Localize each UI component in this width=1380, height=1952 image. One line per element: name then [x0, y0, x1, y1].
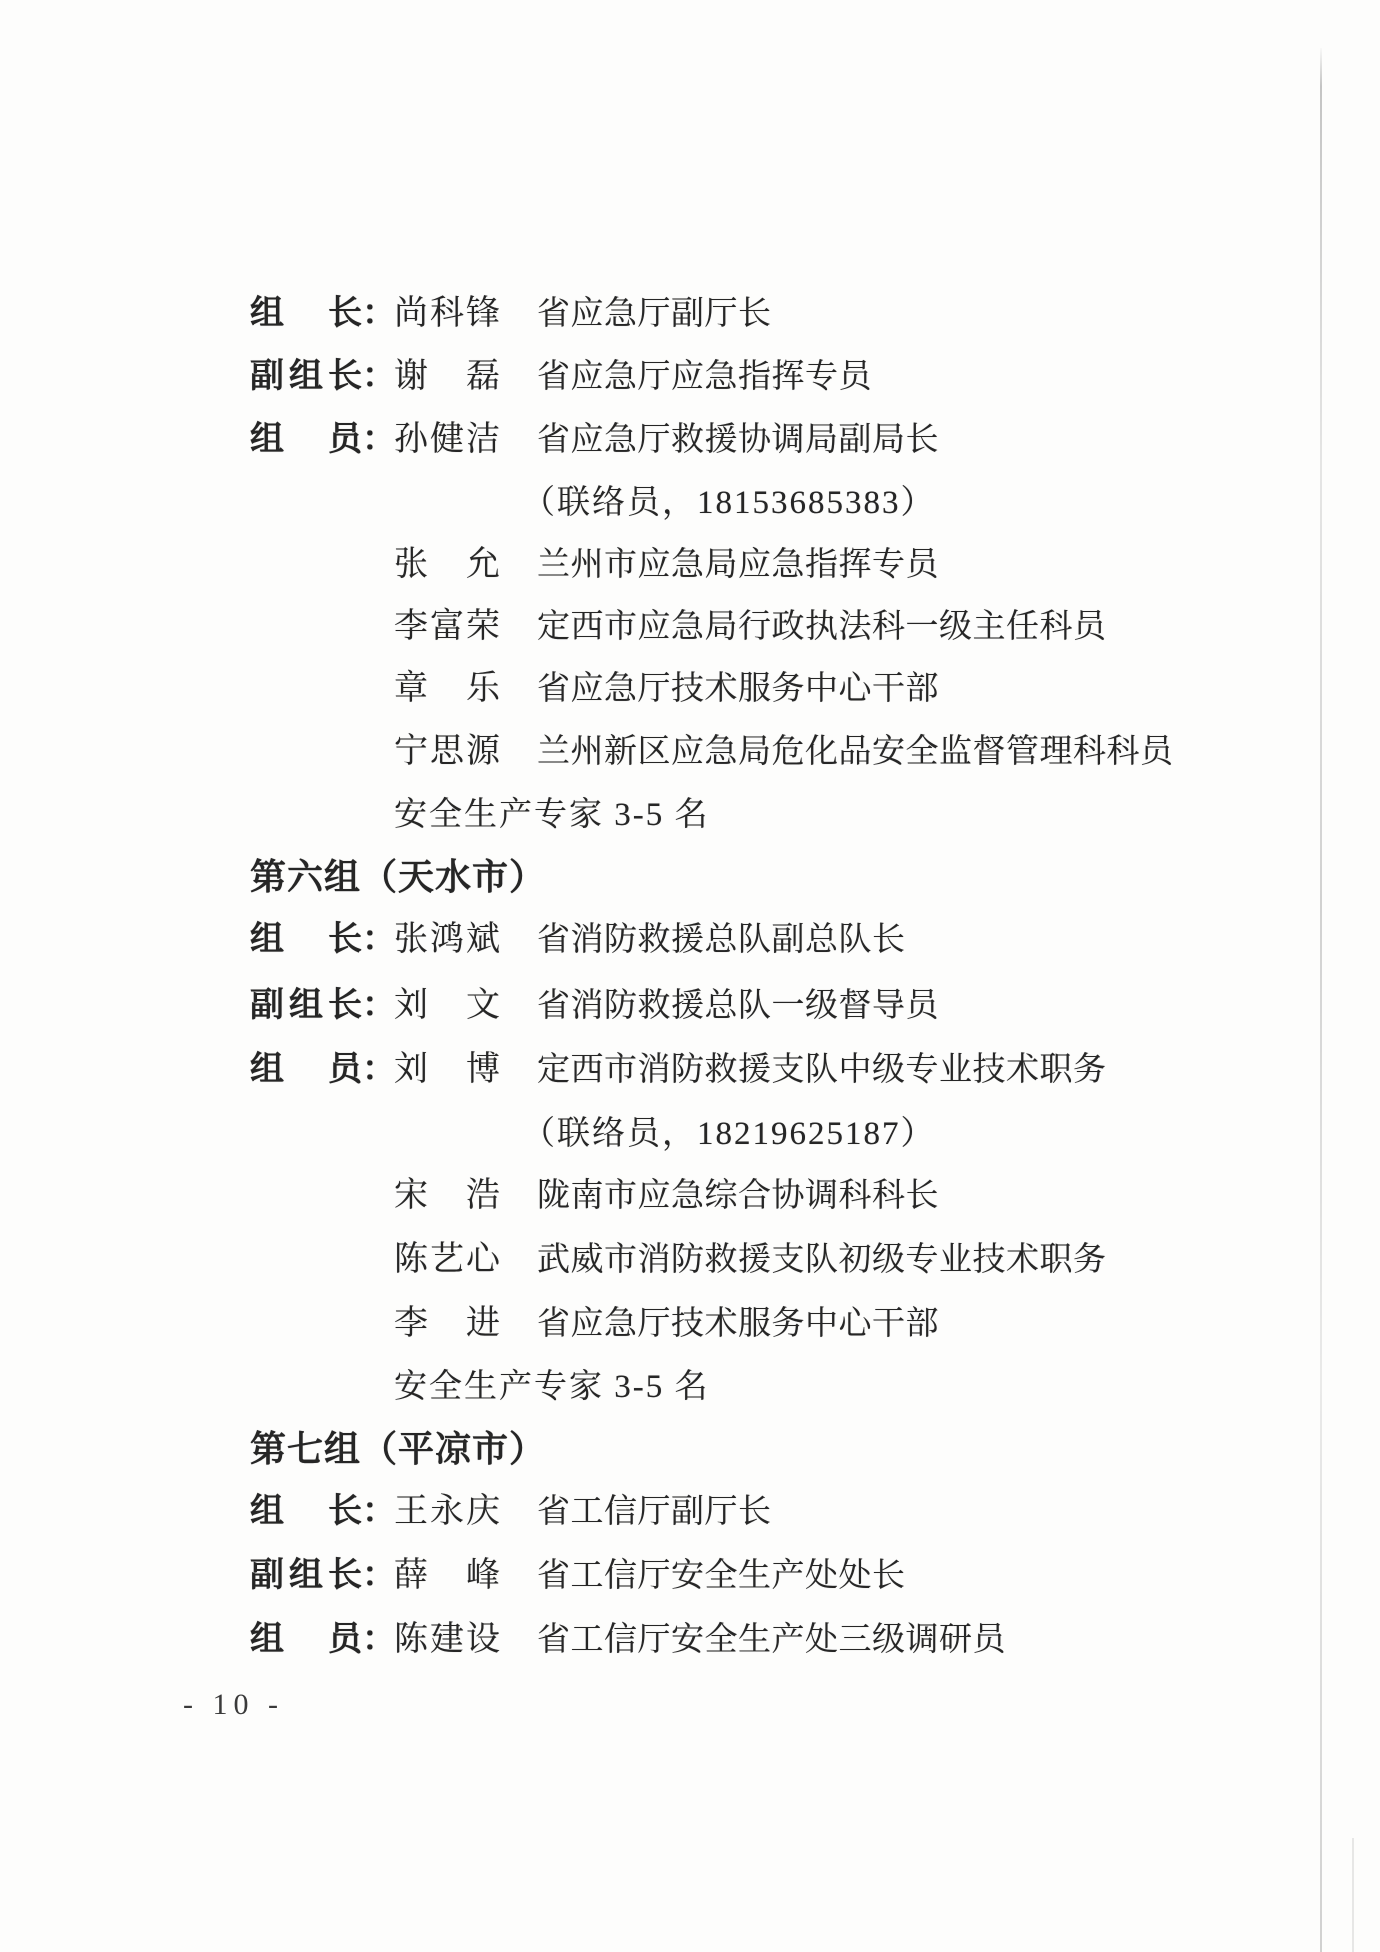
role-label: 副组长: [250, 987, 362, 1024]
member-title: 省工信厅副厅长: [537, 1494, 772, 1530]
label-colon: ：: [362, 358, 396, 395]
member-name: 谢磊: [394, 358, 500, 395]
table-row: [0, 1112, 1380, 1158]
label-colon: ：: [362, 987, 396, 1024]
table-row: [0, 793, 1380, 839]
member-name: 刘文: [394, 987, 500, 1024]
label-colon: ：: [362, 421, 396, 458]
role-label: 副组长: [250, 358, 362, 395]
table-row: [0, 292, 1380, 338]
member-title: 省工信厅安全生产处处长: [537, 1558, 906, 1594]
member-name: 宁思源: [394, 733, 500, 770]
label-colon: ：: [362, 295, 396, 332]
section-heading: 第六组（天水市）: [250, 857, 547, 897]
section-heading: 第七组（平凉市）: [250, 1429, 547, 1469]
table-row: [0, 1048, 1380, 1094]
liaison-note: （联络员，18153685383）: [522, 485, 936, 521]
member-title: 省应急厅技术服务中心干部: [537, 1306, 939, 1342]
table-row: [0, 1427, 1380, 1473]
member-name: 章乐: [394, 670, 500, 707]
member-name: 王永庆: [394, 1493, 500, 1530]
member-name: 陈建设: [394, 1621, 500, 1658]
experts-note: 安全生产专家 3-5 名: [394, 797, 710, 833]
table-row: [0, 1365, 1380, 1411]
table-row: [0, 605, 1380, 651]
member-title: 省工信厅安全生产处三级调研员: [537, 1622, 1006, 1658]
page-number: - 10 -: [183, 1688, 284, 1721]
table-row: [0, 355, 1380, 401]
table-row: [0, 1618, 1380, 1664]
experts-note: 安全生产专家 3-5 名: [394, 1369, 710, 1405]
member-title: 省应急厅救援协调局副局长: [537, 422, 939, 458]
table-row: [0, 855, 1380, 901]
member-name: 陈艺心: [394, 1241, 500, 1278]
member-name: 李进: [394, 1305, 500, 1342]
table-row: [0, 1174, 1380, 1220]
liaison-note: （联络员，18219625187）: [522, 1116, 936, 1152]
table-row: [0, 1302, 1380, 1348]
role-label: 组长: [250, 1493, 362, 1530]
member-name: 孙健洁: [394, 421, 500, 458]
table-row: [0, 481, 1380, 527]
role-label: 组员: [250, 1621, 362, 1658]
table-row: [0, 1490, 1380, 1536]
table-row: [0, 667, 1380, 713]
table-row: [0, 918, 1380, 964]
label-colon: ：: [362, 1557, 396, 1594]
label-colon: ：: [362, 1051, 396, 1088]
scan-edge-line-2: [1352, 1838, 1354, 1952]
member-name: 张鸿斌: [394, 921, 500, 958]
member-title: 兰州市应急局应急指挥专员: [537, 547, 939, 583]
role-label: 组员: [250, 1051, 362, 1088]
member-title: 省应急厅应急指挥专员: [537, 359, 872, 395]
member-title: 省应急厅技术服务中心干部: [537, 671, 939, 707]
member-name: 刘博: [394, 1051, 500, 1088]
member-title: 定西市消防救援支队中级专业技术职务: [537, 1052, 1107, 1088]
label-colon: ：: [362, 1621, 396, 1658]
member-name: 尚科锋: [394, 295, 500, 332]
role-label: 组长: [250, 921, 362, 958]
label-colon: ：: [362, 1493, 396, 1530]
role-label: 组员: [250, 421, 362, 458]
member-name: 薛峰: [394, 1557, 500, 1594]
table-row: [0, 418, 1380, 464]
member-name: 宋浩: [394, 1177, 500, 1214]
table-row: [0, 543, 1380, 589]
table-row: [0, 984, 1380, 1030]
member-title: 定西市应急局行政执法科一级主任科员: [537, 609, 1107, 645]
member-title: 兰州新区应急局危化品安全监督管理科科员: [537, 734, 1174, 770]
table-row: [0, 730, 1380, 776]
member-title: 陇南市应急综合协调科科长: [537, 1178, 939, 1214]
role-label: 组长: [250, 295, 362, 332]
member-title: 省应急厅副厅长: [537, 296, 772, 332]
member-title: 武威市消防救援支队初级专业技术职务: [537, 1242, 1107, 1278]
scan-edge-line: [1320, 48, 1322, 1952]
member-title: 省消防救援总队副总队长: [537, 922, 906, 958]
table-row: [0, 1554, 1380, 1600]
table-row: [0, 1238, 1380, 1284]
member-name: 李富荣: [394, 608, 500, 645]
member-name: 张允: [394, 546, 500, 583]
label-colon: ：: [362, 921, 396, 958]
member-title: 省消防救援总队一级督导员: [537, 988, 939, 1024]
role-label: 副组长: [250, 1557, 362, 1594]
